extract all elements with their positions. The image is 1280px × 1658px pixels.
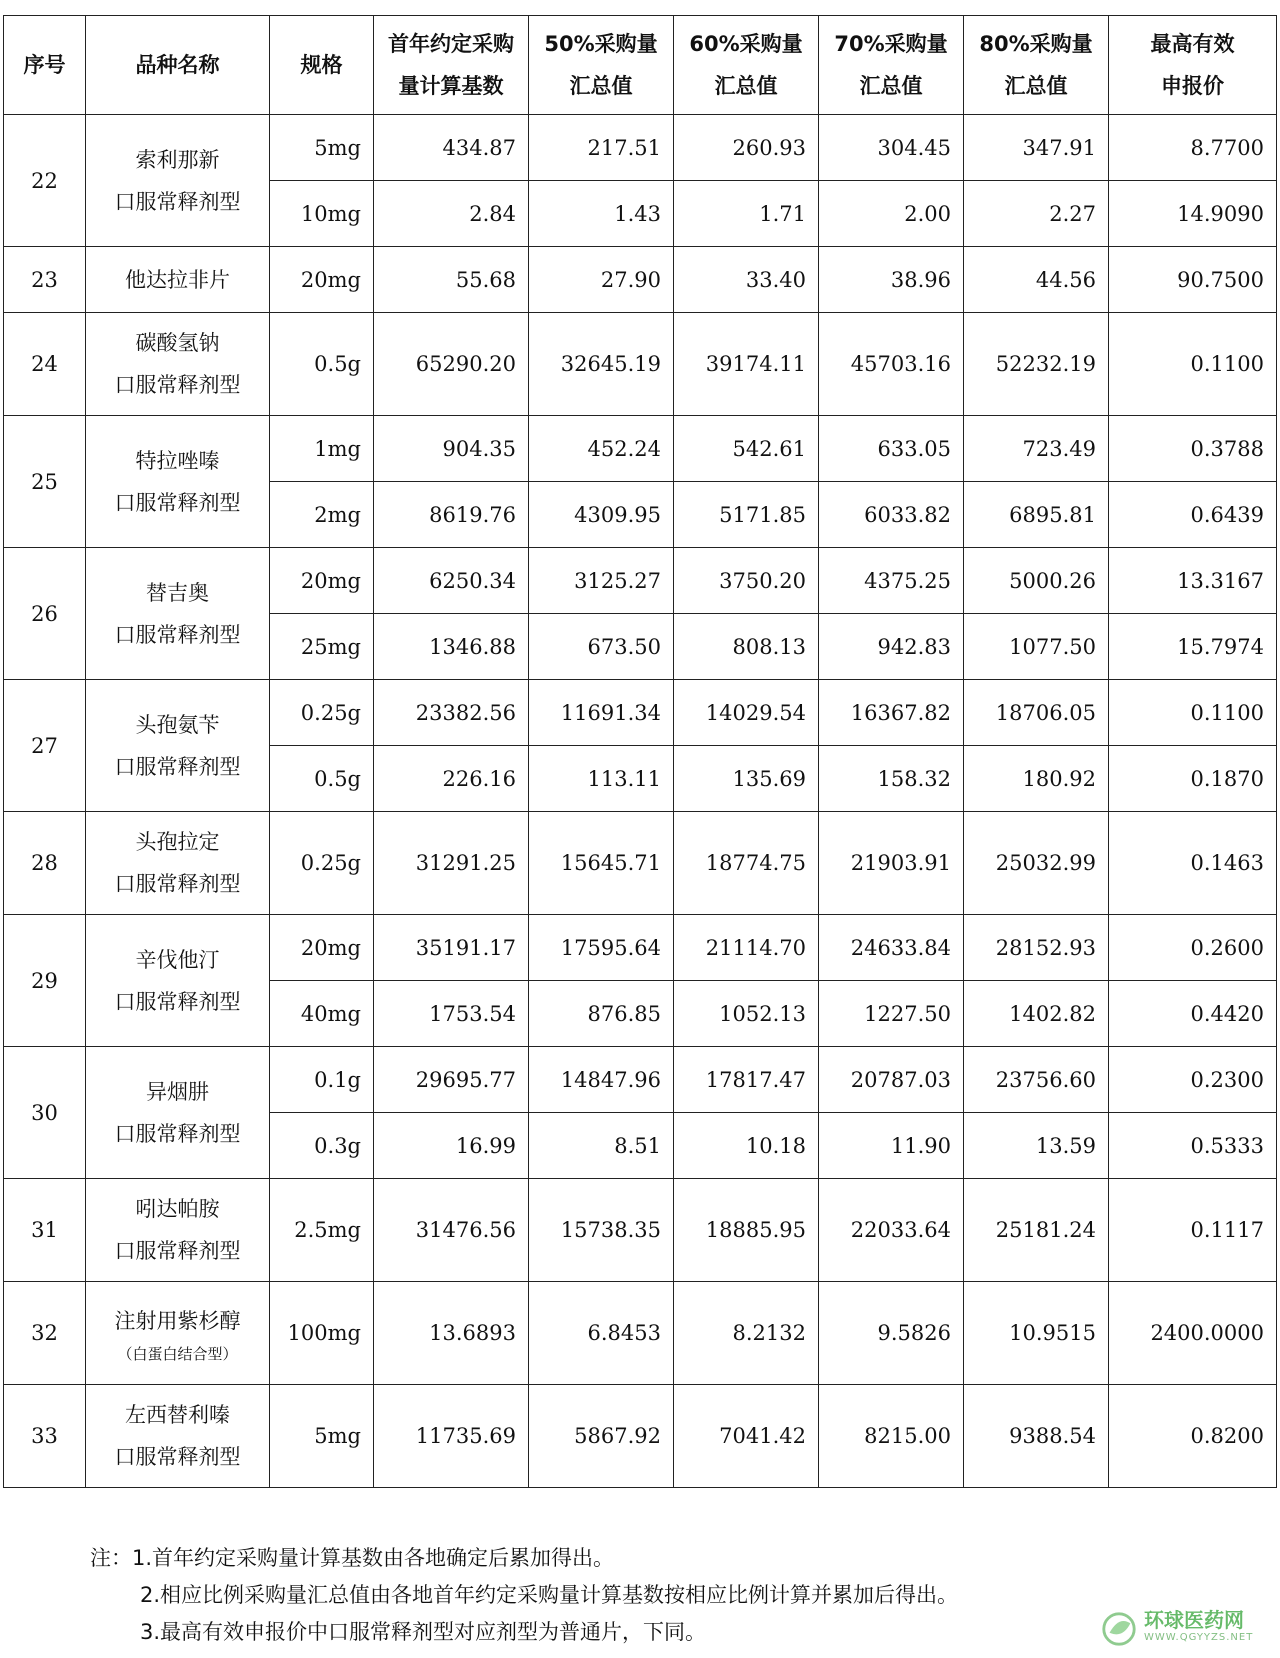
cell-no: 33 xyxy=(4,1385,86,1488)
cell-p50: 27.90 xyxy=(529,247,674,313)
cell-p70: 21903.91 xyxy=(819,812,964,915)
cell-spec: 0.1g xyxy=(270,1047,374,1113)
cell-spec: 2mg xyxy=(270,482,374,548)
cell-no: 27 xyxy=(4,680,86,812)
cell-p60: 1052.13 xyxy=(674,981,819,1047)
cell-max-price: 0.1870 xyxy=(1109,746,1277,812)
cell-max-price: 0.1117 xyxy=(1109,1179,1277,1282)
cell-base: 16.99 xyxy=(374,1113,529,1179)
cell-p80: 1077.50 xyxy=(964,614,1109,680)
cell-p70: 16367.82 xyxy=(819,680,964,746)
site-watermark xyxy=(1100,1605,1270,1653)
cell-no: 29 xyxy=(4,915,86,1047)
cell-p70: 4375.25 xyxy=(819,548,964,614)
cell-p50: 673.50 xyxy=(529,614,674,680)
cell-spec: 0.5g xyxy=(270,313,374,416)
cell-p80: 6895.81 xyxy=(964,482,1109,548)
cell-p50: 217.51 xyxy=(529,115,674,181)
cell-no: 23 xyxy=(4,247,86,313)
cell-max-price: 0.1100 xyxy=(1109,313,1277,416)
cell-max-price: 0.8200 xyxy=(1109,1385,1277,1488)
cell-p50: 15738.35 xyxy=(529,1179,674,1282)
cell-base: 23382.56 xyxy=(374,680,529,746)
cell-p80: 23756.60 xyxy=(964,1047,1109,1113)
cell-p50: 452.24 xyxy=(529,416,674,482)
cell-p50: 14847.96 xyxy=(529,1047,674,1113)
cell-p80: 723.49 xyxy=(964,416,1109,482)
cell-p60: 7041.42 xyxy=(674,1385,819,1488)
header-no: 序号 xyxy=(4,16,86,115)
cell-p70: 2.00 xyxy=(819,181,964,247)
cell-max-price: 0.3788 xyxy=(1109,416,1277,482)
procurement-table xyxy=(3,15,1277,1488)
header-p60: 60%采购量 汇总值 xyxy=(674,16,819,115)
cell-p60: 39174.11 xyxy=(674,313,819,416)
cell-base: 2.84 xyxy=(374,181,529,247)
cell-spec: 20mg xyxy=(270,247,374,313)
cell-max-price: 0.6439 xyxy=(1109,482,1277,548)
cell-p60: 14029.54 xyxy=(674,680,819,746)
header-p70: 70%采购量 汇总值 xyxy=(819,16,964,115)
cell-spec: 5mg xyxy=(270,115,374,181)
header-p80: 80%采购量 汇总值 xyxy=(964,16,1109,115)
cell-p60: 21114.70 xyxy=(674,915,819,981)
cell-max-price: 0.4420 xyxy=(1109,981,1277,1047)
cell-no: 28 xyxy=(4,812,86,915)
cell-p50: 11691.34 xyxy=(529,680,674,746)
cell-p60: 18885.95 xyxy=(674,1179,819,1282)
cell-p80: 44.56 xyxy=(964,247,1109,313)
cell-name: 吲达帕胺 口服常释剂型 xyxy=(86,1179,270,1282)
header-row xyxy=(4,16,1277,115)
cell-base: 31476.56 xyxy=(374,1179,529,1282)
cell-p80: 5000.26 xyxy=(964,548,1109,614)
cell-max-price: 15.7974 xyxy=(1109,614,1277,680)
note-1: 注：1.首年约定采购量计算基数由各地确定后累加得出。 xyxy=(90,1546,615,1570)
table-row xyxy=(4,548,1277,614)
header-max-price: 最高有效 申报价 xyxy=(1109,16,1277,115)
cell-max-price: 0.1100 xyxy=(1109,680,1277,746)
cell-p60: 1.71 xyxy=(674,181,819,247)
cell-max-price: 0.2600 xyxy=(1109,915,1277,981)
cell-base: 904.35 xyxy=(374,416,529,482)
cell-p50: 3125.27 xyxy=(529,548,674,614)
table-row xyxy=(4,313,1277,416)
cell-p50: 876.85 xyxy=(529,981,674,1047)
cell-p50: 8.51 xyxy=(529,1113,674,1179)
cell-p50: 1.43 xyxy=(529,181,674,247)
cell-spec: 25mg xyxy=(270,614,374,680)
cell-p60: 808.13 xyxy=(674,614,819,680)
cell-spec: 2.5mg xyxy=(270,1179,374,1282)
cell-no: 26 xyxy=(4,548,86,680)
cell-p70: 1227.50 xyxy=(819,981,964,1047)
cell-p80: 180.92 xyxy=(964,746,1109,812)
table-row xyxy=(4,915,1277,981)
header-spec: 规格 xyxy=(270,16,374,115)
cell-p50: 32645.19 xyxy=(529,313,674,416)
cell-spec: 100mg xyxy=(270,1282,374,1385)
header-base: 首年约定采购 量计算基数 xyxy=(374,16,529,115)
cell-p80: 28152.93 xyxy=(964,915,1109,981)
cell-base: 35191.17 xyxy=(374,915,529,981)
cell-p70: 24633.84 xyxy=(819,915,964,981)
cell-p80: 13.59 xyxy=(964,1113,1109,1179)
cell-no: 22 xyxy=(4,115,86,247)
cell-name: 左西替利嗪 口服常释剂型 xyxy=(86,1385,270,1488)
cell-p50: 15645.71 xyxy=(529,812,674,915)
cell-max-price: 0.5333 xyxy=(1109,1113,1277,1179)
cell-max-price: 2400.0000 xyxy=(1109,1282,1277,1385)
cell-p80: 2.27 xyxy=(964,181,1109,247)
cell-p80: 10.9515 xyxy=(964,1282,1109,1385)
table-notes xyxy=(90,1540,958,1651)
cell-name: 碳酸氢钠 口服常释剂型 xyxy=(86,313,270,416)
cell-p70: 8215.00 xyxy=(819,1385,964,1488)
cell-spec: 40mg xyxy=(270,981,374,1047)
cell-base: 65290.20 xyxy=(374,313,529,416)
cell-p80: 9388.54 xyxy=(964,1385,1109,1488)
header-p50: 50%采购量 汇总值 xyxy=(529,16,674,115)
cell-base: 55.68 xyxy=(374,247,529,313)
note-3: 3.最高有效申报价中口服常释剂型对应剂型为普通片，下同。 xyxy=(140,1620,707,1644)
cell-spec: 5mg xyxy=(270,1385,374,1488)
header-name: 品种名称 xyxy=(86,16,270,115)
table-row xyxy=(4,812,1277,915)
cell-p70: 6033.82 xyxy=(819,482,964,548)
procurement-table-container xyxy=(3,15,1276,1488)
cell-p70: 942.83 xyxy=(819,614,964,680)
cell-p60: 260.93 xyxy=(674,115,819,181)
cell-p60: 33.40 xyxy=(674,247,819,313)
cell-name: 辛伐他汀 口服常释剂型 xyxy=(86,915,270,1047)
cell-base: 226.16 xyxy=(374,746,529,812)
cell-p60: 8.2132 xyxy=(674,1282,819,1385)
globe-leaf-icon xyxy=(1100,1610,1138,1648)
cell-no: 24 xyxy=(4,313,86,416)
cell-p60: 5171.85 xyxy=(674,482,819,548)
cell-name: 他达拉非片 xyxy=(86,247,270,313)
cell-base: 6250.34 xyxy=(374,548,529,614)
cell-p80: 1402.82 xyxy=(964,981,1109,1047)
cell-max-price: 90.7500 xyxy=(1109,247,1277,313)
cell-name: 特拉唑嗪 口服常释剂型 xyxy=(86,416,270,548)
cell-p70: 45703.16 xyxy=(819,313,964,416)
cell-base: 31291.25 xyxy=(374,812,529,915)
watermark-url: WWW.QGYYZS.NET xyxy=(1144,1632,1254,1643)
cell-spec: 10mg xyxy=(270,181,374,247)
cell-base: 1346.88 xyxy=(374,614,529,680)
cell-p50: 17595.64 xyxy=(529,915,674,981)
cell-name: 替吉奥 口服常释剂型 xyxy=(86,548,270,680)
cell-p60: 18774.75 xyxy=(674,812,819,915)
cell-spec: 20mg xyxy=(270,548,374,614)
table-row xyxy=(4,115,1277,181)
cell-p50: 5867.92 xyxy=(529,1385,674,1488)
cell-p70: 158.32 xyxy=(819,746,964,812)
cell-max-price: 14.9090 xyxy=(1109,181,1277,247)
cell-max-price: 0.2300 xyxy=(1109,1047,1277,1113)
cell-p50: 4309.95 xyxy=(529,482,674,548)
cell-p60: 135.69 xyxy=(674,746,819,812)
table-row xyxy=(4,1282,1277,1385)
cell-p70: 11.90 xyxy=(819,1113,964,1179)
cell-name: 注射用紫杉醇 （白蛋白结合型） xyxy=(86,1282,270,1385)
cell-spec: 0.3g xyxy=(270,1113,374,1179)
cell-spec: 1mg xyxy=(270,416,374,482)
cell-p80: 347.91 xyxy=(964,115,1109,181)
cell-p70: 20787.03 xyxy=(819,1047,964,1113)
cell-p60: 10.18 xyxy=(674,1113,819,1179)
cell-p70: 38.96 xyxy=(819,247,964,313)
cell-max-price: 0.1463 xyxy=(1109,812,1277,915)
cell-p80: 25032.99 xyxy=(964,812,1109,915)
cell-name: 头孢拉定 口服常释剂型 xyxy=(86,812,270,915)
cell-p60: 542.61 xyxy=(674,416,819,482)
table-row xyxy=(4,247,1277,313)
table-row xyxy=(4,1179,1277,1282)
cell-p50: 6.8453 xyxy=(529,1282,674,1385)
cell-p80: 52232.19 xyxy=(964,313,1109,416)
cell-no: 25 xyxy=(4,416,86,548)
cell-max-price: 13.3167 xyxy=(1109,548,1277,614)
cell-p80: 25181.24 xyxy=(964,1179,1109,1282)
cell-p70: 22033.64 xyxy=(819,1179,964,1282)
cell-p60: 17817.47 xyxy=(674,1047,819,1113)
cell-no: 30 xyxy=(4,1047,86,1179)
table-row xyxy=(4,1047,1277,1113)
cell-max-price: 8.7700 xyxy=(1109,115,1277,181)
cell-p80: 18706.05 xyxy=(964,680,1109,746)
cell-name: 索利那新 口服常释剂型 xyxy=(86,115,270,247)
cell-base: 8619.76 xyxy=(374,482,529,548)
table-row xyxy=(4,680,1277,746)
cell-p60: 3750.20 xyxy=(674,548,819,614)
cell-base: 1753.54 xyxy=(374,981,529,1047)
cell-name: 头孢氨苄 口服常释剂型 xyxy=(86,680,270,812)
cell-p70: 633.05 xyxy=(819,416,964,482)
cell-spec: 20mg xyxy=(270,915,374,981)
cell-name: 异烟肼 口服常释剂型 xyxy=(86,1047,270,1179)
cell-base: 29695.77 xyxy=(374,1047,529,1113)
table-row xyxy=(4,1385,1277,1488)
cell-spec: 0.5g xyxy=(270,746,374,812)
table-row xyxy=(4,416,1277,482)
watermark-text: 环球医药网 xyxy=(1144,1608,1244,1632)
cell-base: 434.87 xyxy=(374,115,529,181)
cell-spec: 0.25g xyxy=(270,680,374,746)
cell-no: 31 xyxy=(4,1179,86,1282)
note-2: 2.相应比例采购量汇总值由各地首年约定采购量计算基数按相应比例计算并累加后得出。 xyxy=(140,1583,959,1607)
cell-base: 13.6893 xyxy=(374,1282,529,1385)
cell-spec: 0.25g xyxy=(270,812,374,915)
cell-p50: 113.11 xyxy=(529,746,674,812)
cell-p70: 304.45 xyxy=(819,115,964,181)
cell-no: 32 xyxy=(4,1282,86,1385)
cell-p70: 9.5826 xyxy=(819,1282,964,1385)
cell-base: 11735.69 xyxy=(374,1385,529,1488)
